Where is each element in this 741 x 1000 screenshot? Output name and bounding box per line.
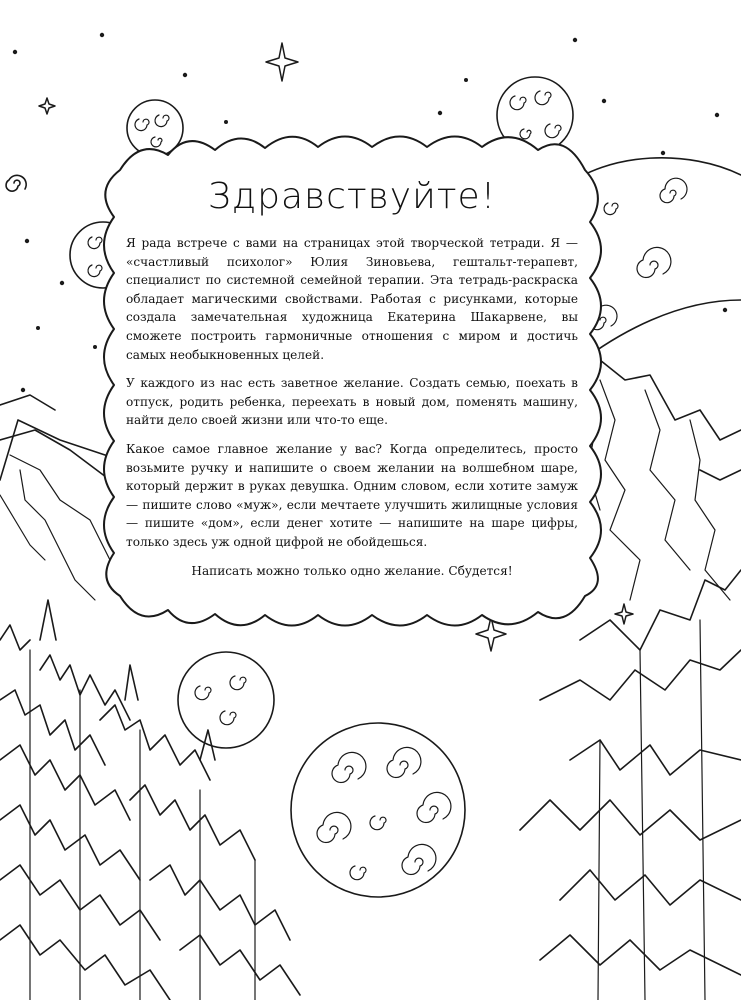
paragraph-instructions: Какое самое главное желание у вас? Когда определитесь, просто возьмите ручку и напишите о своем желании на волшебном шаре, который держит в руках девушка. Одним словом, если хотите замуж — пишите слово «муж», если мечтаете улучшить жилищные условия — пишите «дом», если денег хотите — напишите на шаре цифры, только здесь уж одной цифрой не обойдешься. bbox=[126, 441, 578, 549]
star-icon bbox=[39, 98, 55, 114]
pine-forest bbox=[0, 600, 300, 1000]
paragraph-closing: Написать можно только одно желание. Сбудется! bbox=[191, 563, 513, 578]
planet-small-lower bbox=[178, 652, 274, 748]
text-panel bbox=[126, 172, 578, 612]
planet-big-lower bbox=[291, 723, 465, 897]
paragraph-intro: Я рада встрече с вами на страницах этой творческой тетради. Я — «счастливый психолог» Юлия Зиновьева, гештальт-терапевт, специалист по системной семейной терапии. Эта тетрадь-раскраска обладает магическими свойствами. Работая с рисунками, которые создала замечательная художница Екатерина Шакарвене, вы сможете построить гармоничные отношения с миром и достичь самых необыкновенных целей. bbox=[126, 236, 578, 362]
spiral-icon bbox=[6, 175, 26, 191]
star-icon bbox=[615, 604, 633, 624]
star-icon bbox=[266, 43, 298, 81]
spruce-trees-right bbox=[520, 570, 741, 1000]
paragraph-wish: У каждого из нас есть заветное желание. Создать семью, поехать в отпуск, родить ребенка, переехать в новый дом, поменять машину, найти дело своей жизни или что-то еще. bbox=[126, 376, 578, 428]
page-title: Здравствуйте! bbox=[207, 176, 497, 217]
